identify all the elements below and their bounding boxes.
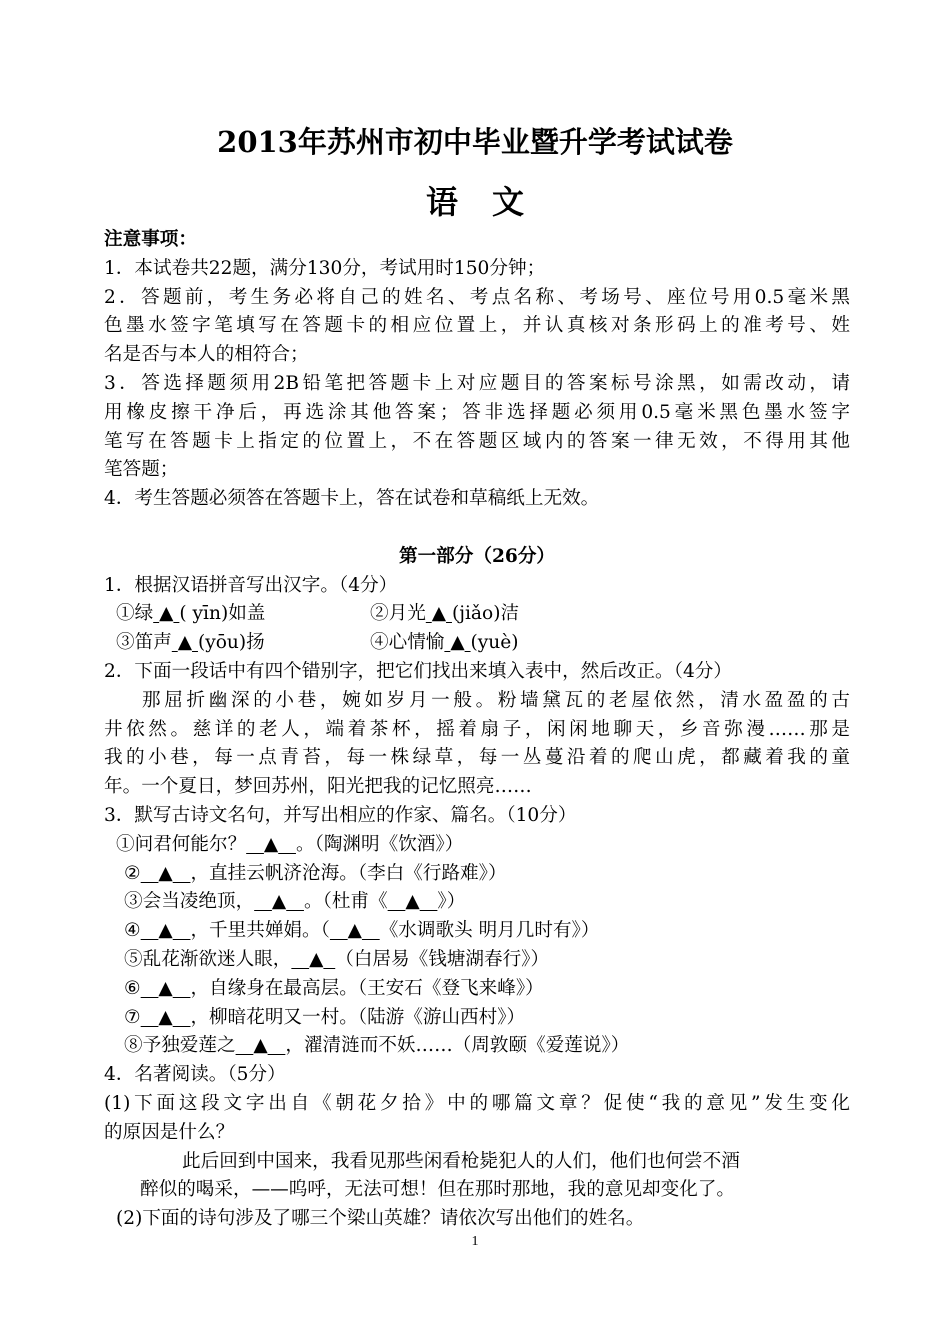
section-heading: 第一部分（26分） [398, 545, 556, 567]
notice-line: 2．答题前，考生务必将自己的姓名、考点名称、考场号、座位号用0.5毫米黑 [104, 286, 850, 308]
poem-source: （白居易《钱塘湖春行》） [335, 948, 550, 970]
answer-blank [388, 888, 438, 917]
notice-line: 名是否与本人的相符合； [104, 344, 309, 366]
poem-item [104, 1004, 850, 1033]
poem-text: ⑧予独爱莲之 [124, 1035, 236, 1057]
q1-item-suffix: (yuè) [470, 632, 519, 654]
answer-blank [141, 975, 191, 1004]
poem-item [104, 888, 850, 917]
quote-line: 醉似的喝采，——呜呼，无法可想！但在那时那地，我的意见却变化了。 [140, 1179, 736, 1201]
question-1-row [104, 600, 850, 629]
poem-source: ，柳暗花明又一村。（陆游《游山西村》） [190, 1006, 526, 1028]
question-1-stem: 1．根据汉语拼音写出汉字。（4分） [104, 574, 398, 596]
quote-line: 此后回到中国来，我看见那些闲看枪毙犯人的人们，他们也何尝不酒 [182, 1150, 740, 1172]
triangle-marker: ▲ [158, 862, 173, 884]
poem-source: ，自缘身在最高层。（王安石《登飞来峰》） [190, 977, 544, 999]
poem-source: 。（陶渊明《饮酒》） [295, 833, 464, 855]
answer-blank [444, 629, 470, 658]
poem-source: 》） [437, 891, 466, 913]
q1-item-prefix: ③笛声 [116, 632, 172, 654]
notice-line: 4．考生答题必须答在答题卡上，答在试卷和草稿纸上无效。 [104, 488, 600, 510]
question-4-sub1-cont: 的原因是什么？ [104, 1121, 235, 1143]
answer-blank [291, 946, 335, 975]
page-number: 1 [471, 1234, 479, 1249]
notice-line: 用橡皮擦干净后，再选涂其他答案；答非选择题必须用0.5毫米黑色墨水签字 [104, 401, 850, 423]
notice-line: 笔写在答题卡上指定的位置上，不在答题区域内的答案一律无效，不得用其他 [104, 430, 850, 452]
poem-text: ② [124, 862, 141, 884]
question-2-stem: 2．下面一段话中有四个错别字，把它们找出来填入表中，然后改正。（4分） [104, 660, 732, 682]
notice-line: 3．答选择题须用2B铅笔把答题卡上对应题目的答案标号涂黑，如需改动，请 [104, 372, 850, 394]
exam-title: 2013年苏州市初中毕业暨升学考试试卷 [217, 125, 733, 159]
answer-blank [426, 600, 452, 629]
triangle-marker: ▲ [158, 920, 173, 942]
passage-line: 我的小巷，每一点青苔，每一株绿草，每一丛蔓沿着的爬山虎，都藏着我的童 [104, 747, 850, 769]
answer-blank [141, 860, 191, 889]
poem-item [104, 1032, 850, 1061]
poem-item [104, 917, 850, 946]
q1-item-suffix: (yōu)扬 [197, 632, 265, 654]
triangle-marker: ▲ [271, 891, 287, 913]
answer-blank [254, 888, 304, 917]
answer-blank [172, 629, 198, 658]
passage-line: 井依然。慈详的老人，端着茶杯，摇着扇子，闲闲地聊天，乡音弥漫……那是 [104, 718, 850, 740]
notice-line: 1．本试卷共22题，满分130分，考试用时150分钟； [104, 257, 546, 279]
answer-blank [153, 600, 179, 629]
poem-text: ④ [124, 920, 141, 942]
poem-source: 。（杜甫《 [303, 891, 388, 913]
notice-line: 笔答题； [104, 459, 179, 481]
q1-item-suffix: (jiǎo)洁 [451, 603, 520, 625]
q1-item-prefix: ①绿 [116, 603, 154, 625]
poem-text: ⑦ [124, 1006, 141, 1028]
answer-blank [141, 1004, 191, 1033]
section-gap [104, 514, 850, 543]
poem-item [104, 946, 850, 975]
q1-item-right [370, 629, 519, 658]
answer-blank [246, 831, 296, 860]
q1-item-suffix: ( yīn)如盖 [179, 603, 266, 625]
answer-blank [141, 917, 191, 946]
triangle-marker: ▲ [309, 948, 324, 970]
triangle-marker: ▲ [450, 632, 465, 654]
triangle-marker: ▲ [159, 603, 174, 625]
question-1-row [104, 629, 850, 658]
q1-item-prefix: ④心情愉 [370, 632, 445, 654]
poem-item [104, 860, 850, 889]
poem-source: ，濯清涟而不妖……（周敦颐《爱莲说》） [285, 1035, 630, 1057]
passage-line: 那屈折幽深的小巷，婉如岁月一般。粉墙黛瓦的老屋依然，清水盈盈的古 [142, 689, 850, 711]
triangle-marker: ▲ [405, 891, 420, 913]
triangle-marker: ▲ [431, 603, 447, 625]
poem-source: 《水调歌头 明月几时有》） [379, 920, 600, 942]
poem-text: ⑤乱花渐欲迷人眼， [124, 948, 292, 970]
question-3-stem: 3．默写古诗文名句，并写出相应的作家、篇名。（10分） [104, 804, 577, 826]
exam-body [104, 226, 850, 1234]
notice-line: 色墨水签字笔填写在答题卡的相应位置上，并认真核对条形码上的准考号、姓 [104, 315, 850, 337]
question-4-sub1: (1)下面这段文字出自《朝花夕拾》中的哪篇文章？促使“我的意见”发生变化 [104, 1092, 850, 1114]
triangle-marker: ▲ [177, 632, 193, 654]
answer-blank [236, 1032, 286, 1061]
poem-source: ，千里共婵娟。（ [190, 920, 330, 942]
poem-text: ③会当凌绝顶， [124, 891, 255, 913]
passage-line: 年。一个夏日，梦回苏州，阳光把我的记忆照亮…… [104, 776, 532, 798]
q1-item-prefix: ②月光 [370, 603, 426, 625]
triangle-marker: ▲ [253, 1035, 268, 1057]
triangle-marker: ▲ [347, 920, 362, 942]
question-4-stem: 4．名著阅读。（5分） [104, 1064, 286, 1086]
subject-title: 语文 [425, 183, 558, 221]
triangle-marker: ▲ [158, 977, 173, 999]
triangle-marker: ▲ [263, 833, 279, 855]
poem-source: ，直挂云帆济沧海。（李白《行路难》） [190, 862, 507, 884]
answer-blank [330, 917, 380, 946]
poem-item [104, 831, 850, 860]
notice-heading: 注意事项： [104, 229, 197, 250]
triangle-marker: ▲ [158, 1006, 173, 1028]
poem-text: ⑥ [124, 977, 141, 999]
q1-item-right [370, 600, 519, 629]
poem-item [104, 975, 850, 1004]
question-4-sub2: (2)下面的诗句涉及了哪三个梁山英雄？请依次写出他们的姓名。 [116, 1208, 645, 1230]
poem-text: ①问君何能尔？ [116, 833, 247, 855]
